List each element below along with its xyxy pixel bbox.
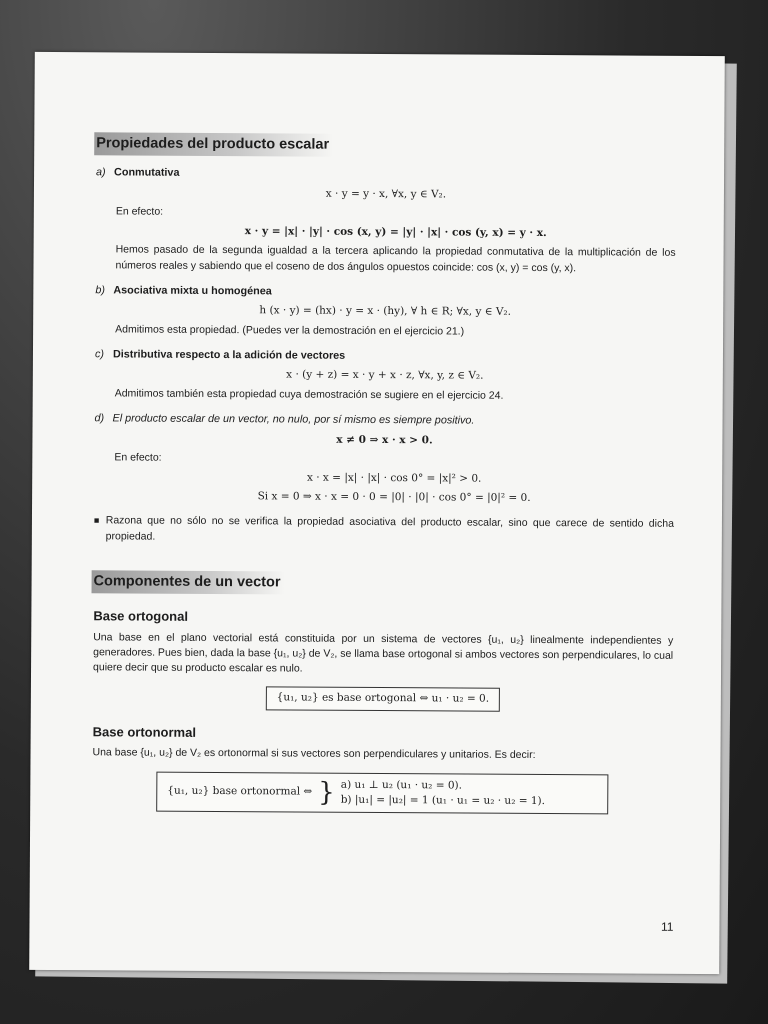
bullet-square-icon: ■ [93, 515, 100, 526]
property-a-text: Hemos pasado de la segunda igualdad a la tercera aplicando la propiedad conmutativa de la multiplicación de los números reales y sabiendo que el coseno de dos ángulos opuestos coincide: cos (x, y) = cos (y, x). [115, 243, 676, 274]
ortonormal-condition-b: b) |u₁| = |u₂| = 1 (u₁ · u₁ = u₂ · u₂ = 1). [340, 793, 546, 807]
property-a [95, 165, 676, 276]
section-heading-componentes: Componentes de un vector [92, 570, 285, 594]
book-page [29, 52, 725, 974]
property-c-formula: x · (y + z) = x · y + x · z, ∀x, y, z ∈ V₂. [286, 368, 484, 383]
base-ortogonal-box: {u₁, u₂} es base ortogonal ⇔ u₁ · u₂ = 0. [266, 687, 501, 712]
property-d-letter: d) [94, 412, 105, 425]
ortonormal-box-left: {u₁, u₂} base ortonormal ⇔ [167, 784, 313, 798]
ortonormal-condition-a: a) u₁ ⊥ u₂ (u₁ · u₂ = 0). [340, 778, 463, 792]
property-d [94, 411, 675, 507]
section-heading-producto-escalar: Propiedades del producto escalar [94, 132, 333, 156]
property-b-letter: b) [95, 284, 106, 297]
property-d-proof-2: Si x = 0 ⇒ x · x = 0 · 0 = |0| · |0| · cos 0° = |0|² = 0. [257, 490, 531, 505]
subheading-base-ortonormal: Base ortonormal [92, 723, 197, 740]
property-c-title: Distributiva respecto a la adición de vectores [112, 348, 346, 362]
subheading-base-ortogonal: Base ortogonal [93, 608, 189, 624]
property-c-text: Admitimos también esta propiedad cuya demostración se sugiere en el ejercicio 24. [114, 387, 504, 402]
property-a-title: Conmutativa [114, 166, 180, 179]
exercise-bullet [94, 514, 674, 548]
exercise-text: Razona que no sólo no se verifica la propiedad asociativa del producto escalar, sino que carece de sentido dicha propiedad. [105, 514, 674, 543]
property-b-title: Asociativa mixta u homogénea [113, 284, 272, 298]
page-number: 11 [660, 919, 674, 934]
property-d-formula: x ≠ 0 ⇒ x · x > 0. [336, 433, 433, 446]
property-d-proof-1: x · x = |x| · |x| · cos 0° = |x|² > 0. [306, 471, 482, 485]
brace-icon: } [318, 777, 335, 808]
property-b [95, 283, 675, 341]
base-ortonormal-box [156, 771, 608, 814]
property-d-title: El producto escalar de un vector, no nulo, por sí mismo es siempre positivo. [112, 412, 475, 427]
property-a-formula: x · y = y · x, ∀x, y ∈ V₂. [325, 187, 447, 201]
page-content [92, 132, 676, 815]
property-b-formula: h (x · y) = (hx) · y = x · (hy), ∀ h ∈ R; ∀x, y ∈ V₂. [259, 304, 512, 319]
property-b-text: Admitimos esta propiedad. (Puedes ver la demostración en el ejercicio 21.) [115, 323, 465, 338]
property-d-en-efecto: En efecto: [114, 451, 162, 464]
base-ortonormal-text: Una base {u₁, u₂} de V₂ es ortonormal si sus vectores son perpendiculares y unitarios. Es decir: [92, 746, 536, 762]
property-a-en-efecto: En efecto: [115, 205, 164, 218]
base-ortogonal-text: Una base en el plano vectorial está constituida por un sistema de vectores {u₁, u₂} linealmente independientes y generadores. Pues bien, dada la base {u₁, u₂} de V₂, se llama base ortogonal si ambos vectores son perpendiculares, lo cual quiere decir que su producto escalar es nulo. [93, 630, 674, 675]
property-c [95, 347, 675, 405]
property-a-letter: a) [96, 166, 106, 179]
property-c-letter: c) [94, 348, 105, 361]
property-a-proof: x · y = |x| · |y| · cos (x, y) = |y| · |x| · cos (y, x) = y · x. [244, 225, 547, 240]
